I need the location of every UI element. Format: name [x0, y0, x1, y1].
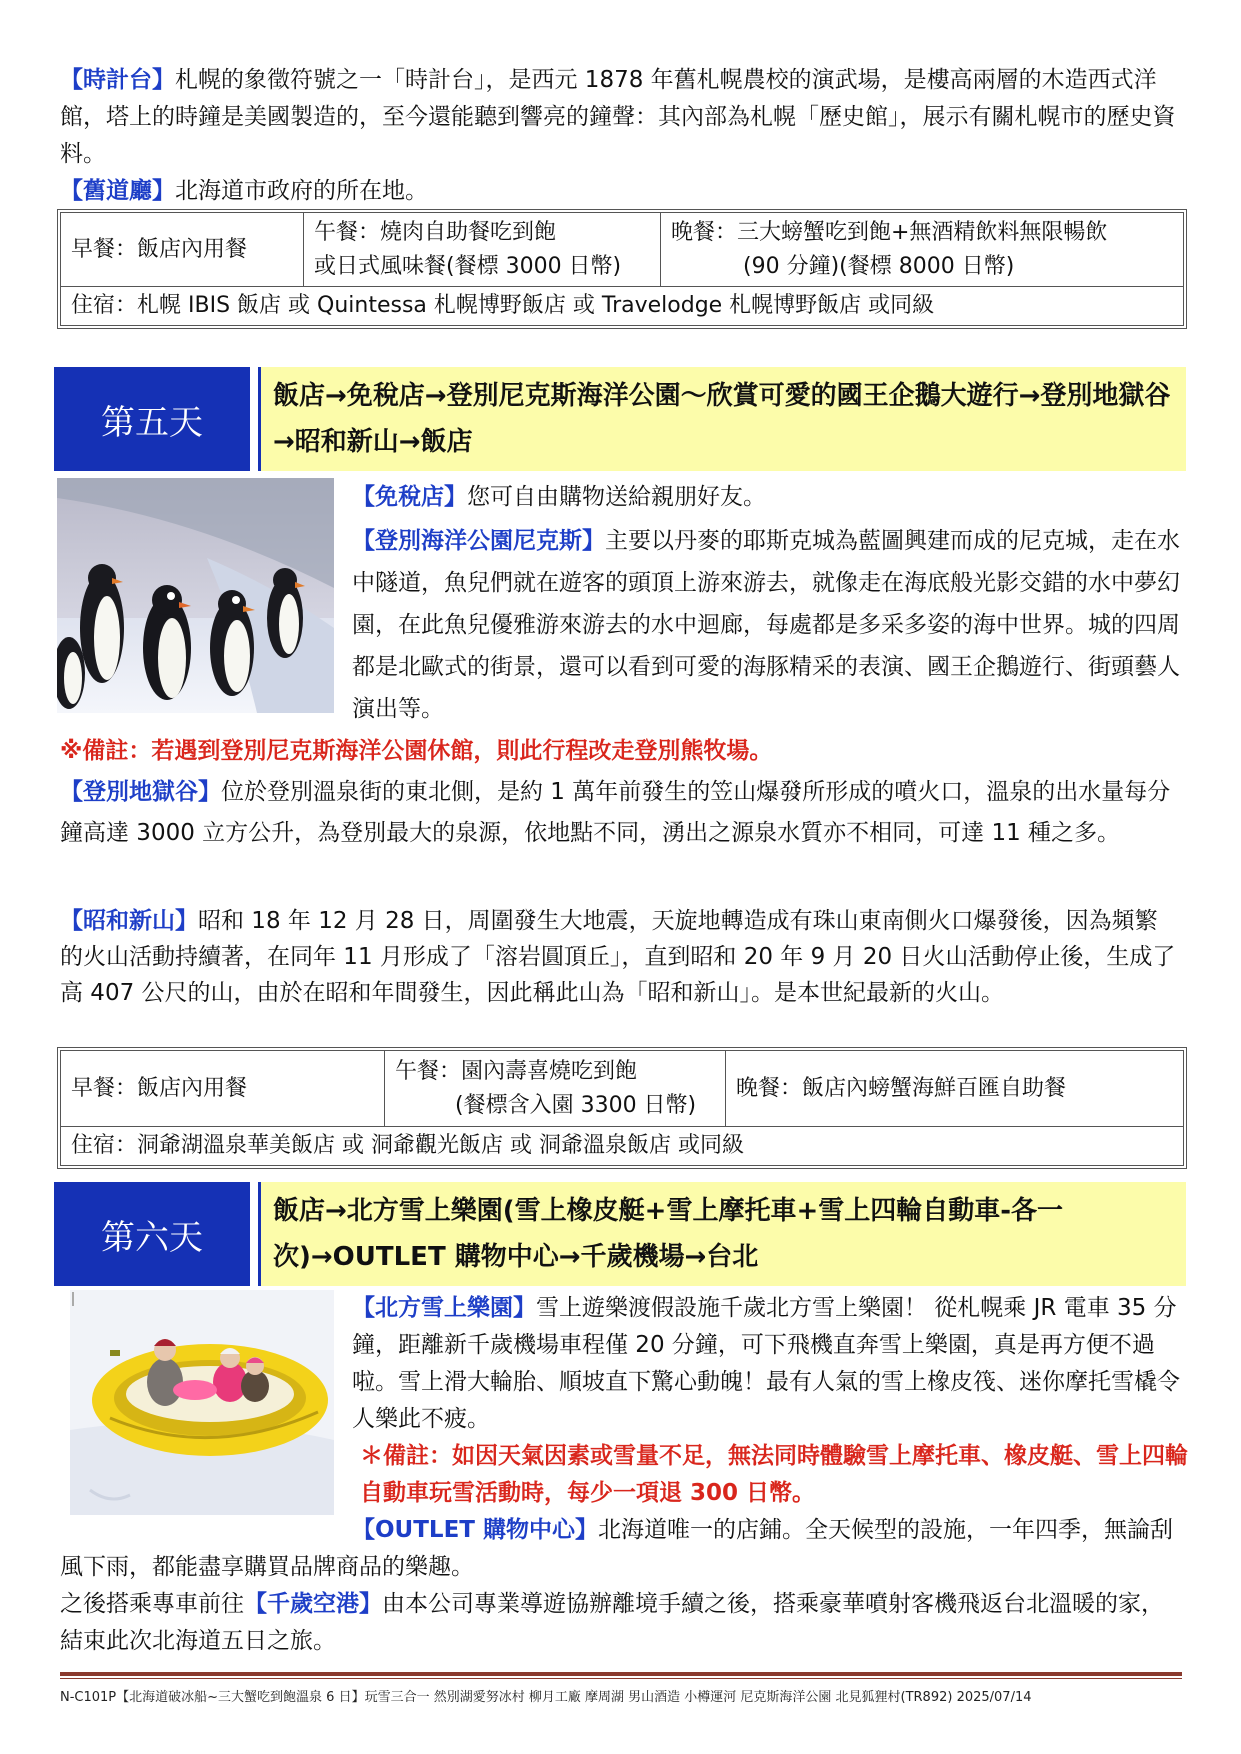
- jigokudani-text: 位於登別溫泉街的東北側，是約 1 萬年前發生的笠山爆發所形成的噴火口，溫泉的出水量每分鐘高達 3000 立方公升，為登別最大的泉源，依地點不同，湧出之源泉水質亦不相同，可達 11 種之多。: [60, 779, 1171, 846]
- day5-header: [54, 367, 1186, 471]
- day5-title: 飯店→免稅店→登別尼克斯海洋公園～欣賞可愛的國王企鵝大遊行→登別地獄谷→昭和新山→飯店: [261, 367, 1186, 471]
- paragraph-showa-shinzan: [60, 903, 1180, 1011]
- day6-title: 飯店→北方雪上樂園(雪上橡皮艇+雪上摩托車+雪上四輪自動車-各一次)→OUTLET 購物中心→千歲機場→台北: [261, 1182, 1186, 1286]
- penguin-photo: [57, 478, 334, 713]
- showa-shinzan-text: 昭和 18 年 12 月 28 日，周圍發生大地震，天旋地轉造成有珠山東南側火口爆發後，因為頻繁的火山活動持續著，在同年 11 月形成了「溶岩圓頂丘」，直到昭和 20 年 9 月 20 日火山活動停止後，生成了高 407 公尺的山，由於在昭和年間發生，因此稱此山為「昭和新山」。是本世紀最新的火山。: [60, 908, 1176, 1006]
- breakfast-cell: 早餐：飯店內用餐: [61, 213, 304, 287]
- showa-shinzan-tag: 【昭和新山】: [60, 908, 198, 934]
- dinner-cell: 晚餐：飯店內螃蟹海鮮百匯自助餐: [726, 1051, 1184, 1127]
- footer-divider: [60, 1672, 1182, 1676]
- day6-note: ＊備註：如因天氣因素或雪量不足，無法同時體驗雪上摩托車、橡皮艇、雪上四輪自動車玩雪活動時，每少一項退 300 日幣。: [360, 1443, 1188, 1506]
- footer-text: N-C101P【北海道破冰船~三大蟹吃到飽溫泉 6 日】玩雪三合一 然別湖愛努冰村 柳月工廠 摩周湖 男山酒造 小樽運河 尼克斯海洋公園 北見狐狸村(TR892) 2025/07/14: [60, 1690, 1032, 1705]
- meal-table-day4: [60, 212, 1184, 326]
- dinner-cell: 晚餐：三大螃蟹吃到飽+無酒精飲料無限暢飲 (90 分鐘)(餐標 8000 日幣): [661, 213, 1184, 287]
- day5-label: 第五天: [54, 367, 250, 471]
- snow-land-tag: 【北方雪上樂園】: [352, 1295, 536, 1321]
- airport-tag: 【千歲空港】: [244, 1591, 382, 1617]
- nixe-text: 主要以丹麥的耶斯克城為藍圖興建而成的尼克城，走在水中隧道，魚兒們就在遊客的頭頂上游來游去，就像走在海底般光影交錯的水中夢幻園，在此魚兒優雅游來游去的水中迴廊，每處都是多采多姿的海中世界。城的四周都是北歐式的街景，還可以看到可愛的海豚精采的表演、國王企鵝遊行、街頭藝人演出等。: [352, 528, 1180, 722]
- paragraph-old-government: [60, 173, 1180, 210]
- outlet-tag: 【OUTLET 購物中心】: [352, 1517, 598, 1543]
- day5-note: ※備註：若遇到登別尼克斯海洋公園休館，則此行程改走登別熊牧場。: [60, 738, 773, 764]
- old-government-tag: 【舊道廳】: [60, 178, 175, 204]
- paragraph-snow-land: [352, 1290, 1182, 1438]
- paragraph-outlet: [60, 1512, 1180, 1586]
- paragraph-duty-free: [352, 476, 1182, 518]
- lunch-cell: 午餐：園內壽喜燒吃到飽 (餐標含入園 3300 日幣): [385, 1051, 726, 1127]
- day6-label: 第六天: [54, 1182, 250, 1286]
- hotel-cell: 住宿：札幌 IBIS 飯店 或 Quintessa 札幌博野飯店 或 Travelodge 札幌博野飯店 或同級: [61, 287, 1184, 326]
- outlet-text: 北海道唯一的店鋪。全天候型的設施，一年四季，無論刮風下雨，都能盡享購買品牌商品的樂趣。: [60, 1517, 1173, 1580]
- airport-text: 由本公司專業導遊協辦離境手續之後，搭乘豪華噴射客機飛返台北溫暖的家，結束此次北海道五日之旅。: [60, 1591, 1164, 1654]
- paragraph-airport: [60, 1586, 1180, 1660]
- jigokudani-tag: 【登別地獄谷】: [60, 779, 221, 805]
- paragraph-clock-tower: [60, 62, 1180, 173]
- snow-raft-photo: [70, 1290, 334, 1515]
- footer-divider-thin: [60, 1678, 1182, 1679]
- old-government-text: 北海道市政府的所在地。: [175, 178, 428, 204]
- duty-free-tag: 【免稅店】: [352, 484, 467, 510]
- paragraph-jigokudani: [60, 772, 1180, 854]
- breakfast-cell: 早餐：飯店內用餐: [61, 1051, 385, 1127]
- clock-tower-text: 札幌的象徵符號之一「時計台」，是西元 1878 年舊札幌農校的演武場，是樓高兩層的木造西式洋館，塔上的時鐘是美國製造的，至今還能聽到響亮的鐘聲：其內部為札幌「歷史館」，展示有關札幌市的歷史資料。: [60, 67, 1176, 167]
- paragraph-nixe: [352, 520, 1182, 730]
- day6-header: [54, 1182, 1186, 1286]
- photo-marker: [72, 1292, 74, 1306]
- clock-tower-tag: 【時計台】: [60, 67, 175, 93]
- duty-free-text: 您可自由購物送給親朋好友。: [467, 484, 766, 510]
- snow-land-text: 雪上遊樂渡假設施千歲北方雪上樂園！ 從札幌乘 JR 電車 35 分鐘，距離新千歲機場車程僅 20 分鐘，可下飛機直奔雪上樂園，真是再方便不過啦。雪上滑大輪胎、順坡直下驚心動魄！最有人氣的雪上橡皮筏、迷你摩托雪橇令人樂此不疲。: [352, 1295, 1180, 1432]
- nixe-tag: 【登別海洋公園尼克斯】: [352, 528, 605, 554]
- meal-table-day5: [60, 1050, 1184, 1166]
- lunch-cell: 午餐：燒肉自助餐吃到飽 或日式風味餐(餐標 3000 日幣): [304, 213, 661, 287]
- airport-pre: 之後搭乘專車前往: [60, 1591, 244, 1617]
- hotel-cell: 住宿：洞爺湖溫泉華美飯店 或 洞爺觀光飯店 或 洞爺溫泉飯店 或同級: [61, 1127, 1184, 1166]
